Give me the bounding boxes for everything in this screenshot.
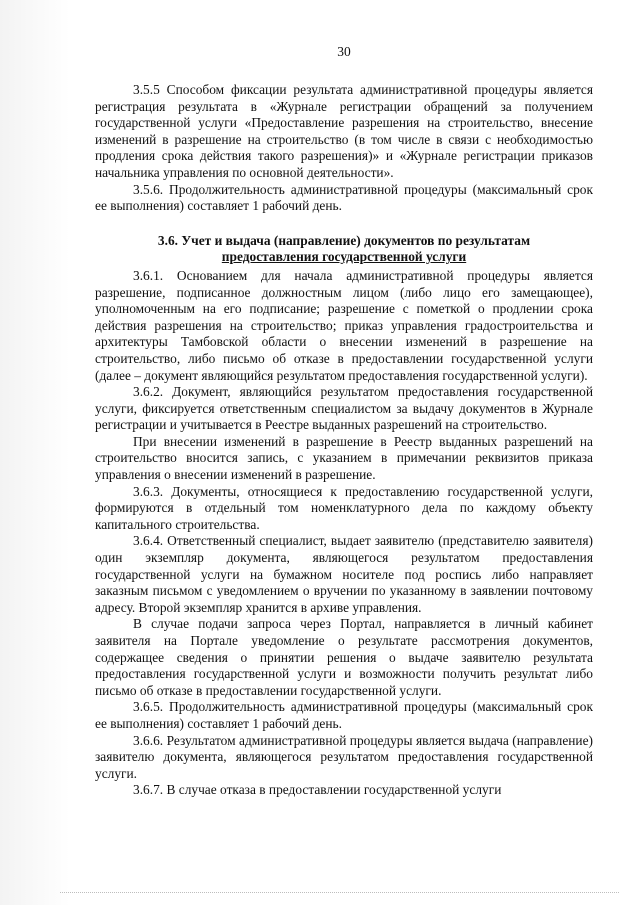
paragraph-3-5-6: 3.5.6. Продолжительность административной процедуры (максимальный срок ее выполнения) составляет 1 рабочий день. [95,181,593,214]
paragraph-3-5-5: 3.5.5 Способом фиксации результата административной процедуры является регистрация результата в «Журнале регистрации обращений за получением государственной услуги «Предоставление разрешения на строительство, внесение изменений в разрешение на строительство (в том числе в связи с необходимостью продления срока действия такого разрешения)» и «Журнале регистрации приказов начальника управления по основной деятельности». [95,82,593,180]
paragraph-3-6-4: 3.6.4. Ответственный специалист, выдает заявителю (представителю заявителя) один экземпляр документа, являющегося результатом предоставления государственной услуги на бумажном носителе под роспись либо направляет заказным письмом с уведомлением о вручении по указанному в заявлении почтовому адресу. Второй экземпляр хранится в архиве управления. [95,533,593,615]
paragraph-3-6-2: 3.6.2. Документ, являющийся результатом предоставления государственной услуги, фиксируется ответственным специалистом за выдачу документов в Журнале регистрации и учитывается в Реестре выданных разрешений на строительство. [95,384,593,433]
paragraph-3-6-5: 3.6.5. Продолжительность административной процедуры (максимальный срок ее выполнения) составляет 1 рабочий день. [95,699,593,731]
paragraph-3-6-1: 3.6.1. Основанием для начала административной процедуры является разрешение, подписанное должностным лицом (либо лицо его замещающее), уполномоченным на его подписание; разрешение с пометкой о продлении срока действия разрешения на строительство; приказ управления градостроительства и архитектуры Тамбовской области о внесении изменений в разрешение на строительство, либо письмо об отказе в предоставлении государственной услуги (далее – документ являющийся результатом предоставления государственной услуги). [95,267,593,383]
section-heading-line-1: 3.6. Учет и выдача (направление) документов по результатам [157,232,531,248]
section-heading-line-2: предоставления государственной услуги [221,249,467,265]
section-heading-3-6 [95,233,593,266]
paragraph-3-6-7: 3.6.7. В случае отказа в предоставлении государственной услуги [133,782,502,798]
scan-bottom-edge [60,892,619,893]
paragraph-3-6-6: 3.6.6. Результатом административной процедуры является выдача (направление) заявителю документа, являющегося результатом предоставления государственной услуги. [95,732,593,781]
paragraph-3-6-3: 3.6.3. Документы, относящиеся к предоставлению государственной услуги, формируются в отдельный том номенклатурного дела по каждому объекту капитального строительства. [95,483,593,532]
page-number: 30 [337,44,351,59]
paragraph-registry-changes: При внесении изменений в разрешение в Реестр выданных разрешений на строительство вносится запись, с указанием в примечании реквизитов приказа управления о внесении изменений в разрешение. [95,433,593,483]
paragraph-portal-request: В случае подачи запроса через Портал, направляется в личный кабинет заявителя на Портале уведомление о результате рассмотрения документов, содержащее сведения о принятии решения о выдаче заявителю результата предоставления государственной услуги и возможности получить результат либо письмо об отказе в предоставлении государственной услуги. [95,616,593,698]
scan-edge-shadow [0,0,70,905]
